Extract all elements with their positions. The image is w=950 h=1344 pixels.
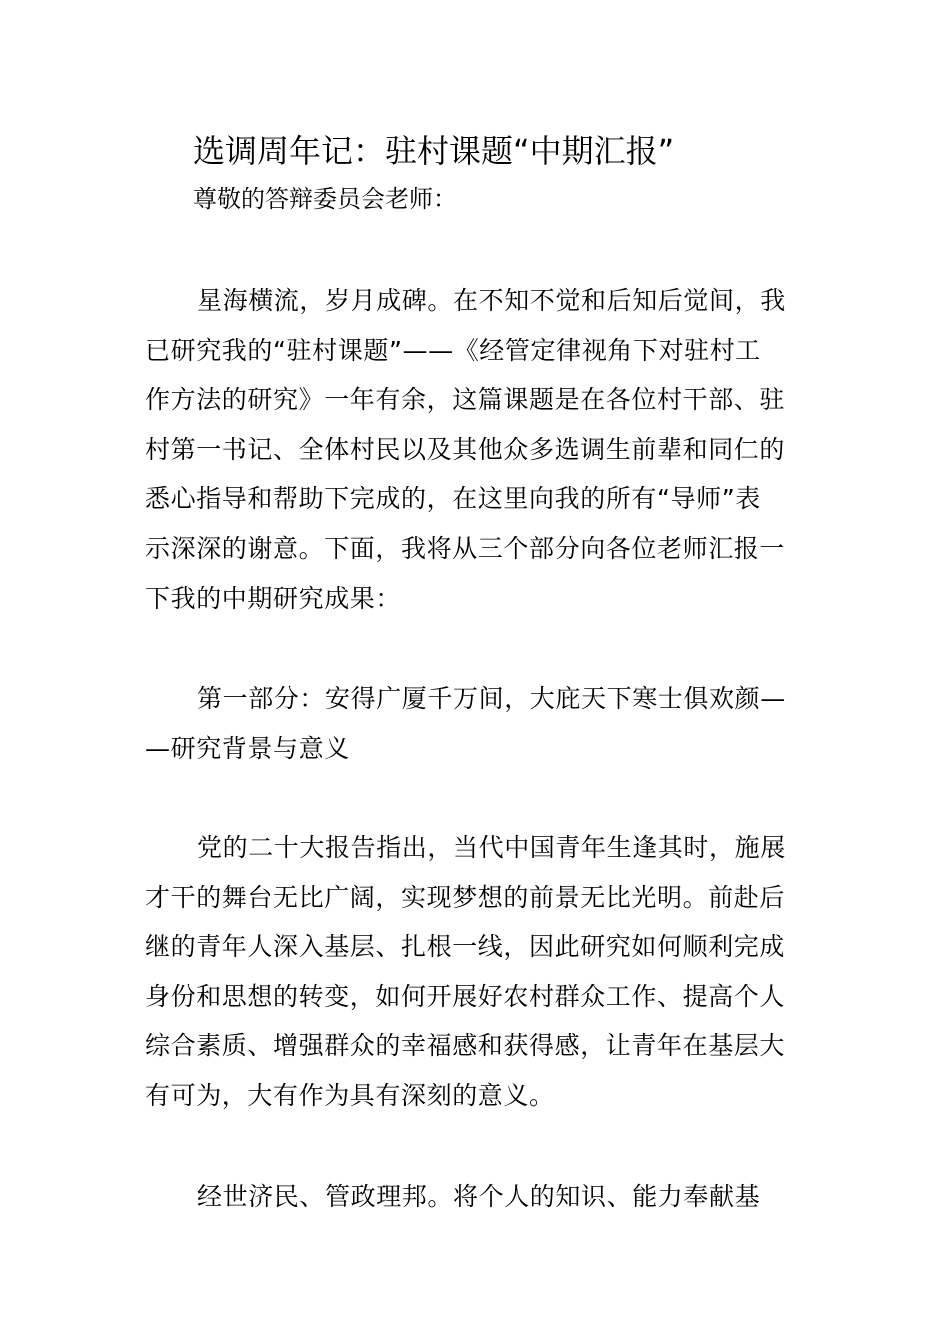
paragraph-line: 继的青年人深入基层、扎根一线，因此研究如何顺利完成	[145, 932, 786, 962]
paragraph-line: 作方法的研究》一年有余，这篇课题是在各位村干部、驻	[145, 385, 786, 415]
paragraph-continuation	[145, 1172, 825, 1222]
paragraph-line: 有可为，大有作为具有深刻的意义。	[145, 1080, 555, 1110]
paragraph-background	[145, 823, 825, 1121]
salutation: 尊敬的答辩委员会老师：	[193, 185, 457, 213]
section-heading-part-one	[145, 674, 825, 773]
paragraph-line: 下我的中期研究成果：	[145, 583, 402, 613]
paragraph-line: 星海横流，岁月成碑。在不知不觉和后知后觉间，我	[197, 286, 786, 315]
paragraph-line: 综合素质、增强群众的幸福感和获得感，让青年在基层大	[145, 1031, 786, 1061]
paragraph-line: —研究背景与意义	[145, 733, 350, 763]
paragraph-line: 村第一书记、全体村民以及其他众多选调生前辈和同仁的	[145, 434, 786, 464]
paragraph-intro	[145, 276, 825, 623]
paragraph-line: 经世济民、管政理邦。将个人的知识、能力奉献基	[197, 1182, 761, 1211]
paragraph-line: 才干的舞台无比广阔，实现梦想的前景无比光明。前赴后	[145, 882, 786, 912]
paragraph-line: 党的二十大报告指出，当代中国青年生逢其时，施展	[197, 833, 786, 862]
paragraph-line: 示深深的谢意。下面，我将从三个部分向各位老师汇报一	[145, 533, 786, 563]
paragraph-line: 悉心指导和帮助下完成的，在这里向我的所有“导师”表	[145, 484, 761, 514]
paragraph-line: 已研究我的“驻村课题”——《经管定律视角下对驻村工	[145, 335, 761, 365]
document-title: 选调周年记：驻村课题“中期汇报”	[193, 132, 675, 170]
paragraph-line: 身份和思想的转变，如何开展好农村群众工作、提高个人	[145, 981, 786, 1011]
paragraph-line: 第一部分：安得广厦千万间，大庇天下寒士俱欢颜—	[197, 684, 786, 713]
